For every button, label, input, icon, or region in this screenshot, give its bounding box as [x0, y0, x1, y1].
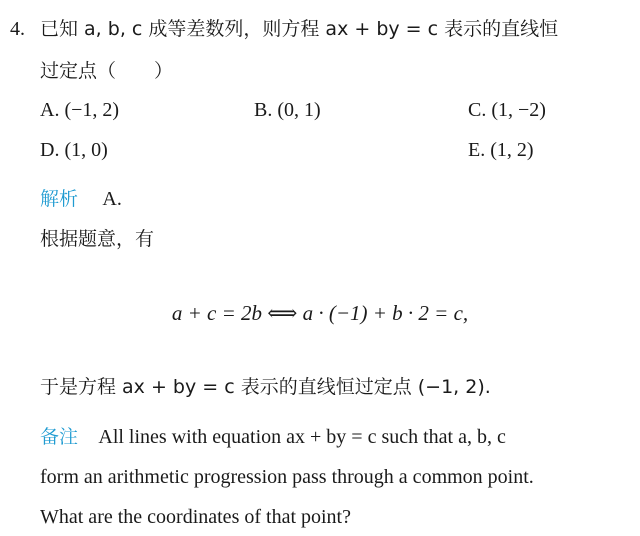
choice-c[interactable] [468, 98, 546, 122]
solution-intro [40, 226, 154, 251]
stem-text-2: 过定点（ ） [40, 60, 174, 82]
choice-b-value: (0, 1) [277, 99, 321, 121]
problem-number [10, 16, 25, 41]
solution-answer: A. [102, 188, 122, 210]
solution-conclusion-text: 于是方程 ax + by = c 表示的直线恒过定点 (−1, 2). [40, 376, 491, 398]
solution-conclusion [40, 374, 491, 399]
choice-d-label: D. [40, 139, 60, 161]
choice-c-label: C. [468, 99, 487, 121]
choice-a[interactable] [40, 98, 119, 122]
choice-c-value: (1, −2) [491, 99, 546, 121]
problem-stem-line-2 [40, 58, 173, 83]
remark-tag: 备注 [40, 426, 79, 448]
choice-b[interactable] [254, 98, 321, 122]
solution-intro-text: 根据题意，有 [40, 228, 155, 250]
problem-stem-line-1 [40, 16, 558, 41]
remark-line-3 [40, 504, 351, 529]
solution-header [40, 186, 122, 211]
choice-b-label: B. [254, 99, 273, 121]
choice-e-label: E. [468, 139, 486, 161]
solution-equation [0, 300, 640, 326]
problem-number-text: 4. [10, 18, 25, 40]
stem-text-1: 已知 a, b, c 成等差数列，则方程 ax + by = c 表示的直线恒 [40, 18, 559, 40]
remark-text-3: What are the coordinates of that point? [40, 506, 351, 528]
choice-e[interactable] [468, 138, 534, 162]
choice-a-label: A. [40, 99, 60, 121]
remark-text-1: All lines with equation ax + by = c such that a, b, c [98, 426, 506, 448]
choice-d-value: (1, 0) [64, 139, 108, 161]
solution-tag: 解析 [40, 188, 79, 210]
choice-a-value: (−1, 2) [64, 99, 120, 121]
choice-d[interactable] [40, 138, 108, 162]
choice-e-value: (1, 2) [490, 139, 534, 161]
solution-equation-text: a + c = 2b ⟺ a · (−1) + b · 2 = c, [171, 301, 469, 325]
remark-text-2: form an arithmetic progression pass through a common point. [40, 466, 534, 488]
remark-line-2 [40, 464, 534, 489]
remark-line-1 [40, 424, 506, 449]
